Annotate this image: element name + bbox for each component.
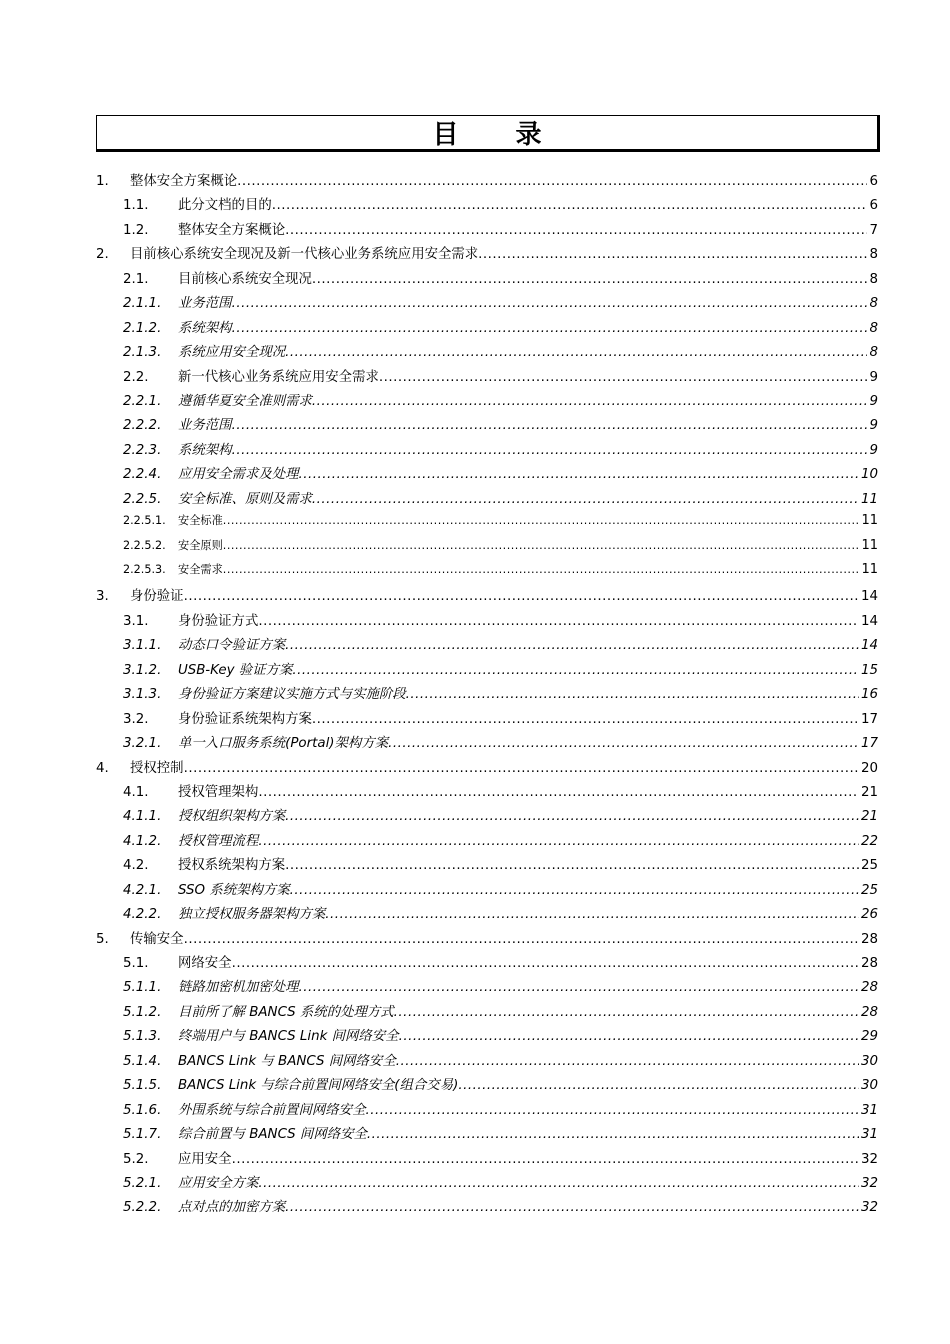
toc-entry-page: 28 <box>860 931 878 947</box>
toc-entry-number: 5.1. <box>123 956 149 971</box>
toc-entry-title: 授权控制 <box>130 760 184 776</box>
toc-entry-title: 身份验证系统架构方案 <box>178 711 312 727</box>
toc-entry-page: 25 <box>860 882 878 898</box>
toc-leader-dots <box>184 761 859 776</box>
toc-entry-number: 1.1. <box>123 198 149 214</box>
toc-leader-dots <box>388 736 859 751</box>
toc-entry-number: 2.2. <box>123 369 149 385</box>
toc-entry-page: 11 <box>861 513 878 529</box>
toc-entry[interactable] <box>96 341 878 365</box>
toc-entry-title: 链路加密机加密处理 <box>178 980 299 996</box>
toc-entry-page: 16 <box>860 687 878 703</box>
toc-leader-dots <box>396 1054 859 1069</box>
toc-leader-dots <box>458 1078 859 1093</box>
toc-entry[interactable] <box>96 1050 878 1074</box>
toc-leader-dots <box>232 1152 859 1167</box>
toc-leader-dots <box>367 1127 859 1142</box>
toc-entry-page: 21 <box>860 784 878 800</box>
toc-entry-page: 14 <box>860 589 878 605</box>
toc-entry-page: 11 <box>861 562 878 577</box>
toc-entry[interactable] <box>96 1001 878 1025</box>
toc-leader-dots <box>312 712 859 727</box>
toc-entry-number: 2.1.3. <box>123 345 162 361</box>
toc-entry-number: 4. <box>96 760 109 776</box>
toc-entry-title: 动态口令验证方案 <box>178 638 286 654</box>
toc-entry-title: 单一入口服务系统(Portal)架构方案 <box>178 736 389 752</box>
toc-entry-title: 业务范围 <box>178 418 232 434</box>
toc-leader-dots <box>285 345 867 360</box>
toc-leader-dots <box>258 1176 859 1191</box>
toc-entry-title: 整体安全方案概论 <box>178 222 286 238</box>
toc-leader-dots <box>285 638 859 653</box>
toc-entry-number: 3.1. <box>123 613 149 629</box>
toc-entry-title: SSO 系统架构方案 <box>178 882 290 898</box>
toc-leader-dots <box>290 883 859 898</box>
toc-leader-dots <box>285 809 859 824</box>
toc-entry-page: 26 <box>860 907 878 923</box>
toc-entry-number: 4.2.2. <box>123 907 162 923</box>
toc-entry[interactable] <box>96 683 878 707</box>
toc-entry[interactable] <box>96 537 878 561</box>
toc-entry[interactable] <box>96 1196 878 1220</box>
toc-entry-page: 28 <box>860 956 878 971</box>
toc-entry-title: 安全需求 <box>178 563 223 576</box>
toc-entry-page: 6 <box>869 174 878 189</box>
toc-entry-number: 4.2.1. <box>123 882 162 898</box>
toc-entry[interactable] <box>96 170 878 194</box>
toc-entry-title: 独立授权服务器架构方案 <box>178 907 326 923</box>
toc-leader-dots <box>232 418 868 433</box>
toc-entry-page: 31 <box>860 1127 878 1143</box>
toc-entry-number: 5.2.1. <box>123 1175 162 1191</box>
toc-entry-title: 系统应用安全现况 <box>178 345 286 361</box>
toc-entry-title: 综合前置与 BANCS 间网络安全 <box>178 1127 367 1143</box>
toc-entry-number: 2.2.4. <box>123 467 162 483</box>
toc-entry-title: 安全标准 <box>178 514 223 528</box>
toc-heading: 目 录 <box>432 120 566 150</box>
toc-entry[interactable] <box>96 512 878 536</box>
toc-entry-page: 9 <box>869 418 878 434</box>
toc-entry-title: 授权管理流程 <box>178 833 259 849</box>
toc-entry-title: 网络安全 <box>178 956 232 971</box>
toc-entry[interactable] <box>96 976 878 1000</box>
toc-entry-title: 传输安全 <box>130 931 184 947</box>
toc-entry-number: 5.1.2. <box>123 1004 162 1020</box>
toc-entry-title: 外围系统与综合前置间网络安全 <box>178 1102 366 1118</box>
toc-entry[interactable] <box>96 1148 878 1172</box>
toc-entry-number: 2.2.3. <box>123 442 162 458</box>
toc-entry-title: 系统架构 <box>178 442 232 458</box>
table-of-contents <box>96 170 878 1221</box>
toc-entry[interactable] <box>96 317 878 341</box>
toc-leader-dots <box>312 394 868 409</box>
toc-entry[interactable] <box>96 952 878 976</box>
toc-entry-page: 32 <box>860 1175 878 1191</box>
toc-entry-page: 31 <box>860 1102 878 1118</box>
toc-leader-dots <box>285 223 867 238</box>
toc-entry[interactable] <box>96 659 878 683</box>
toc-entry-number: 2.1. <box>123 271 149 287</box>
toc-entry-page: 25 <box>860 858 878 874</box>
toc-entry-number: 2.2.2. <box>123 418 162 434</box>
toc-leader-dots <box>379 370 868 385</box>
toc-entry-title: 身份验证 <box>130 589 184 605</box>
toc-entry-number: 3.2.1. <box>123 736 162 752</box>
toc-entry[interactable] <box>96 928 878 952</box>
toc-entry[interactable] <box>96 463 878 487</box>
toc-entry-number: 5.2. <box>123 1151 149 1167</box>
toc-entry-page: 8 <box>869 271 878 287</box>
toc-entry-number: 5.1.3. <box>123 1029 162 1045</box>
toc-entry-number: 1. <box>96 174 109 189</box>
toc-entry-page: 10 <box>860 467 878 483</box>
toc-leader-dots <box>299 980 859 995</box>
toc-entry-page: 32 <box>860 1151 878 1167</box>
toc-leader-dots <box>272 198 868 213</box>
toc-leader-dots <box>184 589 859 604</box>
toc-leader-dots <box>223 563 860 576</box>
toc-entry[interactable] <box>96 219 878 243</box>
toc-entry[interactable] <box>96 732 878 756</box>
toc-entry[interactable] <box>96 805 878 829</box>
toc-entry-title: 终端用户与 BANCS Link 间网络安全 <box>178 1029 399 1045</box>
toc-entry[interactable] <box>96 879 878 903</box>
toc-entry-number: 5.1.1. <box>123 980 162 996</box>
toc-entry-page: 11 <box>861 537 878 553</box>
toc-entry[interactable] <box>96 1172 878 1196</box>
toc-entry-number: 4.1. <box>123 784 149 800</box>
toc-leader-dots <box>237 174 867 189</box>
toc-entry-number: 3.2. <box>123 711 149 727</box>
toc-entry[interactable] <box>96 708 878 732</box>
toc-leader-dots <box>292 663 859 678</box>
toc-entry-title: 目前所了解 BANCS 系统的处理方式 <box>178 1004 394 1020</box>
toc-entry-number: 2.1.2. <box>123 320 162 336</box>
toc-entry[interactable] <box>96 488 878 512</box>
toc-leader-dots <box>258 614 859 629</box>
toc-entry-number: 5. <box>96 931 109 947</box>
toc-entry-number: 3. <box>96 589 109 605</box>
toc-entry-title: 此分文档的目的 <box>178 198 272 214</box>
toc-leader-dots <box>478 247 867 262</box>
toc-leader-dots <box>232 443 868 458</box>
toc-entry-title: 应用安全 <box>178 1151 232 1167</box>
toc-entry-number: 5.1.7. <box>123 1127 162 1143</box>
toc-entry-page: 32 <box>860 1200 878 1216</box>
toc-entry-title: 业务范围 <box>178 296 232 312</box>
toc-entry[interactable] <box>96 414 878 438</box>
toc-entry-title: 应用安全方案 <box>178 1175 259 1191</box>
toc-entry-title: 身份验证方式 <box>178 613 259 629</box>
toc-leader-dots <box>285 1200 859 1215</box>
toc-entry-title: BANCS Link 与综合前置间网络安全(组合交易) <box>178 1078 459 1094</box>
toc-leader-dots <box>399 1029 859 1044</box>
toc-entry-title: 点对点的加密方案 <box>178 1200 286 1216</box>
toc-entry-title: 新一代核心业务系统应用安全需求 <box>178 369 379 385</box>
toc-entry[interactable] <box>96 561 878 585</box>
toc-entry[interactable] <box>96 1099 878 1123</box>
toc-entry-number: 5.1.4. <box>123 1053 162 1069</box>
toc-entry-number: 2.2.5.3. <box>123 563 166 576</box>
toc-entry-page: 20 <box>860 760 878 776</box>
toc-entry-page: 28 <box>860 1004 878 1020</box>
toc-leader-dots <box>365 1103 858 1118</box>
toc-entry-page: 30 <box>860 1053 878 1069</box>
toc-entry-page: 30 <box>860 1078 878 1094</box>
toc-leader-dots <box>299 467 859 482</box>
toc-entry-page: 21 <box>860 809 878 825</box>
toc-entry-title: 授权管理架构 <box>178 784 259 800</box>
toc-entry-page: 9 <box>869 393 878 409</box>
toc-entry-page: 22 <box>860 833 878 849</box>
toc-entry[interactable] <box>96 1074 878 1098</box>
toc-entry-page: 7 <box>869 222 878 238</box>
toc-entry-number: 1.2. <box>123 222 149 238</box>
toc-leader-dots <box>232 296 868 311</box>
toc-entry-number: 2.2.5. <box>123 491 162 507</box>
toc-entry-page: 14 <box>860 613 878 629</box>
toc-entry[interactable] <box>96 194 878 218</box>
toc-leader-dots <box>394 1005 859 1020</box>
toc-entry-number: 2.1.1. <box>123 296 162 312</box>
toc-entry[interactable] <box>96 903 878 927</box>
toc-entry-number: 4.1.2. <box>123 833 162 849</box>
toc-entry-title: USB-Key 验证方案 <box>178 662 293 678</box>
toc-entry[interactable] <box>96 366 878 390</box>
toc-entry-page: 17 <box>860 736 878 752</box>
toc-entry-page: 9 <box>869 442 878 458</box>
toc-entry[interactable] <box>96 292 878 316</box>
toc-entry-title: 安全原则 <box>178 538 223 552</box>
toc-leader-dots <box>232 956 859 971</box>
toc-leader-dots <box>325 907 859 922</box>
toc-entry-page: 6 <box>869 198 878 214</box>
toc-entry[interactable] <box>96 830 878 854</box>
toc-entry-title: 整体安全方案概论 <box>130 174 238 189</box>
toc-entry-number: 2.2.1. <box>123 393 162 409</box>
toc-entry[interactable] <box>96 439 878 463</box>
toc-entry[interactable] <box>96 610 878 634</box>
toc-entry-page: 9 <box>869 369 878 385</box>
toc-entry-page: 8 <box>869 247 878 263</box>
toc-leader-dots <box>312 492 859 507</box>
toc-entry-page: 29 <box>860 1029 878 1045</box>
toc-leader-dots <box>258 834 859 849</box>
toc-entry-page: 8 <box>869 320 878 336</box>
toc-entry-page: 8 <box>869 296 878 312</box>
toc-entry-title: 应用安全需求及处理 <box>178 467 299 483</box>
toc-entry-number: 3.1.3. <box>123 687 162 703</box>
toc-entry-number: 4.1.1. <box>123 809 162 825</box>
toc-entry-number: 5.1.5. <box>123 1078 162 1094</box>
toc-entry[interactable] <box>96 1025 878 1049</box>
toc-entry[interactable] <box>96 1123 878 1147</box>
toc-leader-dots <box>232 321 868 336</box>
toc-entry[interactable] <box>96 585 878 609</box>
toc-entry-title: 目前核心系统安全现况 <box>178 271 312 287</box>
toc-entry-number: 3.1.1. <box>123 638 162 654</box>
toc-entry-title: BANCS Link 与 BANCS 间网络安全 <box>178 1053 396 1069</box>
toc-entry-title: 系统架构 <box>178 320 232 336</box>
toc-entry-title: 身份验证方案建议实施方式与实施阶段 <box>178 687 406 703</box>
toc-entry-number: 2.2.5.2. <box>123 538 166 552</box>
toc-entry-number: 5.2.2. <box>123 1200 162 1216</box>
toc-entry-title: 遵循华夏安全准则需求 <box>178 393 312 409</box>
toc-heading-box <box>96 115 880 152</box>
toc-entry-number: 3.1.2. <box>123 662 162 678</box>
toc-entry[interactable] <box>96 390 878 414</box>
toc-leader-dots <box>223 514 860 527</box>
toc-entry[interactable] <box>96 757 878 781</box>
toc-leader-dots <box>312 272 868 287</box>
toc-leader-dots <box>223 539 860 552</box>
toc-leader-dots <box>184 932 859 947</box>
toc-entry-number: 2.2.5.1. <box>123 514 166 528</box>
toc-entry-title: 安全标准、原则及需求 <box>178 491 312 507</box>
toc-entry-page: 15 <box>860 662 878 678</box>
toc-entry-page: 8 <box>869 345 878 361</box>
toc-entry-number: 5.1.6. <box>123 1102 162 1118</box>
toc-entry[interactable] <box>96 243 878 267</box>
toc-entry[interactable] <box>96 854 878 878</box>
toc-leader-dots <box>258 785 859 800</box>
toc-entry-number: 2. <box>96 247 109 263</box>
toc-entry-page: 11 <box>860 491 878 507</box>
toc-entry-title: 授权组织架构方案 <box>178 809 286 825</box>
toc-leader-dots <box>285 858 859 873</box>
toc-leader-dots <box>406 687 859 702</box>
toc-entry[interactable] <box>96 634 878 658</box>
toc-entry-title: 目前核心系统安全现况及新一代核心业务系统应用安全需求 <box>130 247 479 263</box>
toc-entry-title: 授权系统架构方案 <box>178 858 286 874</box>
toc-entry-number: 4.2. <box>123 858 149 874</box>
toc-entry-page: 17 <box>860 711 878 727</box>
toc-entry[interactable] <box>96 268 878 292</box>
toc-entry-page: 28 <box>860 980 878 996</box>
toc-entry-page: 14 <box>860 638 878 654</box>
toc-entry[interactable] <box>96 781 878 805</box>
